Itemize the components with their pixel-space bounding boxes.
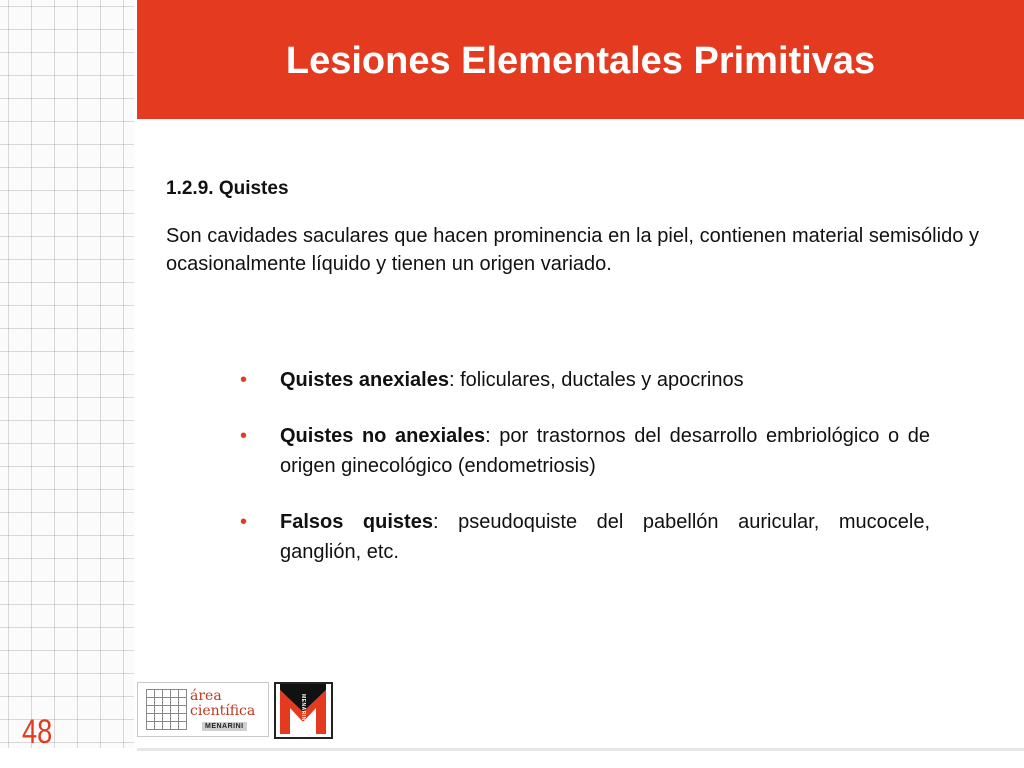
logo-word-cientifica: científica bbox=[190, 703, 256, 719]
section-number: 1.2.9. Quistes bbox=[166, 178, 289, 199]
menarini-logo bbox=[274, 682, 333, 739]
bullet-item bbox=[240, 507, 930, 567]
bullet-item bbox=[240, 365, 930, 395]
bullet-text: : pseudoquiste del pabellón auricular, mucocele, ganglión, etc. bbox=[280, 511, 931, 563]
bullet-term: Quistes no anexiales bbox=[280, 425, 486, 447]
bullet-text: : foliculares, ductales y apocrinos bbox=[448, 369, 744, 391]
page-number: 48 bbox=[22, 713, 53, 751]
bullet-term: Falsos quistes bbox=[280, 511, 433, 533]
bullet-icon: • bbox=[240, 425, 248, 447]
area-cientifica-logo bbox=[137, 682, 269, 737]
menarini-vertical-text: MENARINI bbox=[300, 694, 306, 723]
slide-title: Lesiones Elementales Primitivas bbox=[285, 40, 876, 82]
grid-pattern-strip bbox=[0, 0, 134, 748]
grid-logo-icon bbox=[146, 689, 187, 730]
bullet-icon: • bbox=[240, 511, 248, 533]
bullet-icon: • bbox=[240, 369, 248, 391]
bullet-text: : por trastornos del desarrollo embriológico o de origen ginecológico (endometriosis) bbox=[280, 425, 930, 477]
bullet-item bbox=[240, 421, 930, 481]
footer-divider bbox=[137, 748, 1024, 751]
intro-paragraph: Son cavidades saculares que hacen prominencia en la piel, contienen material semisólido y ocasionalmente líquido y tienen un origen variado. bbox=[166, 225, 979, 275]
logo-word-area: área bbox=[190, 688, 222, 704]
bullet-term: Quistes anexiales bbox=[280, 369, 449, 391]
logo-menarini-label: MENARINI bbox=[202, 722, 247, 731]
bullet-list bbox=[240, 365, 930, 567]
